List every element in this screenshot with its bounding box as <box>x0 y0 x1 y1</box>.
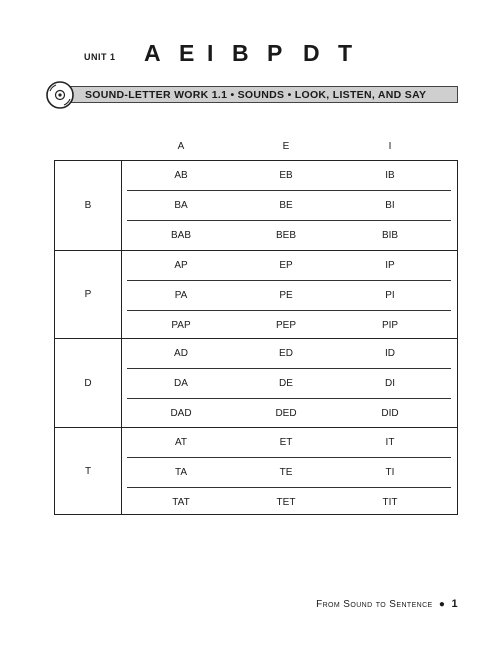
column-header: I <box>388 141 392 152</box>
table-cell: BA <box>174 200 188 211</box>
table-cell: PA <box>174 289 188 301</box>
table-cell: EP <box>279 259 293 271</box>
table-cell: ID <box>385 348 395 359</box>
bullet-icon: ● <box>438 599 446 610</box>
table-cell: TET <box>276 496 296 508</box>
group-label: B <box>84 199 92 211</box>
page-footer <box>316 598 458 610</box>
table-cell: DID <box>381 408 399 419</box>
exercise-banner <box>54 86 458 103</box>
letter-group-b <box>55 161 457 250</box>
table-cell: TI <box>385 466 395 478</box>
table-row <box>122 311 457 340</box>
unit-letter: A <box>144 40 161 66</box>
table-row <box>122 458 457 487</box>
table-cell: TA <box>174 466 188 478</box>
unit-letter: I <box>207 40 214 66</box>
unit-letter: P <box>267 40 283 66</box>
column-header: A <box>177 141 185 152</box>
letter-group-t <box>55 427 457 517</box>
table-cell: DED <box>275 408 297 419</box>
table-row <box>122 221 457 250</box>
group-label: P <box>84 289 92 301</box>
group-label: T <box>84 466 92 478</box>
table-cell: PE <box>279 289 293 301</box>
table-cell: IT <box>385 436 395 448</box>
table-cell: TAT <box>172 496 190 508</box>
table-cell: DE <box>279 378 293 389</box>
table-cell: TE <box>279 466 293 478</box>
table-cell: DA <box>174 378 188 389</box>
table-cell: BAB <box>170 230 191 241</box>
table-row <box>122 339 457 368</box>
unit-letter: E <box>179 40 195 66</box>
unit-label: UNIT 1 <box>84 52 116 62</box>
table-row <box>122 281 457 310</box>
unit-header <box>0 38 500 72</box>
table-cell: AD <box>174 348 188 359</box>
unit-letter: T <box>338 40 353 66</box>
table-cell: PI <box>385 289 395 301</box>
table-cell: TIT <box>382 496 398 508</box>
table-cell: AT <box>174 436 188 448</box>
table-cell: BE <box>279 200 293 211</box>
table-row <box>122 161 457 190</box>
letter-group-d <box>55 338 457 428</box>
table-cell: AB <box>174 170 188 181</box>
table-row <box>122 369 457 398</box>
table-row <box>122 488 457 517</box>
table-cell: ET <box>279 436 293 448</box>
table-row <box>122 399 457 428</box>
page-number: 1 <box>451 598 458 610</box>
table-cell: IP <box>385 259 395 271</box>
table-cell: DI <box>385 378 395 389</box>
table-row <box>122 191 457 220</box>
table-cell: BEB <box>275 230 296 241</box>
sound-letter-table <box>54 160 458 515</box>
group-label: D <box>84 377 92 389</box>
table-cell: BIB <box>381 230 399 241</box>
letter-group-p <box>55 250 457 340</box>
table-row <box>122 428 457 457</box>
column-header: E <box>282 141 290 152</box>
unit-letter: B <box>232 40 249 66</box>
table-cell: ED <box>279 348 293 359</box>
table-cell: PEP <box>275 319 296 331</box>
table-cell: AP <box>174 259 188 271</box>
table-cell: DAD <box>170 408 192 419</box>
unit-letter: D <box>303 40 320 66</box>
table-cell: PAP <box>171 319 191 331</box>
column-headers <box>0 140 500 156</box>
exercise-title: SOUND-LETTER WORK 1.1 • SOUNDS • LOOK, LISTEN, AND SAY <box>85 89 427 101</box>
book-title: From Sound to Sentence <box>316 599 433 610</box>
table-cell: EB <box>279 170 293 181</box>
table-cell: IB <box>385 170 395 181</box>
table-cell: PIP <box>381 319 399 331</box>
table-cell: BI <box>385 200 395 211</box>
table-row <box>122 251 457 280</box>
cd-audio-icon <box>45 80 75 110</box>
